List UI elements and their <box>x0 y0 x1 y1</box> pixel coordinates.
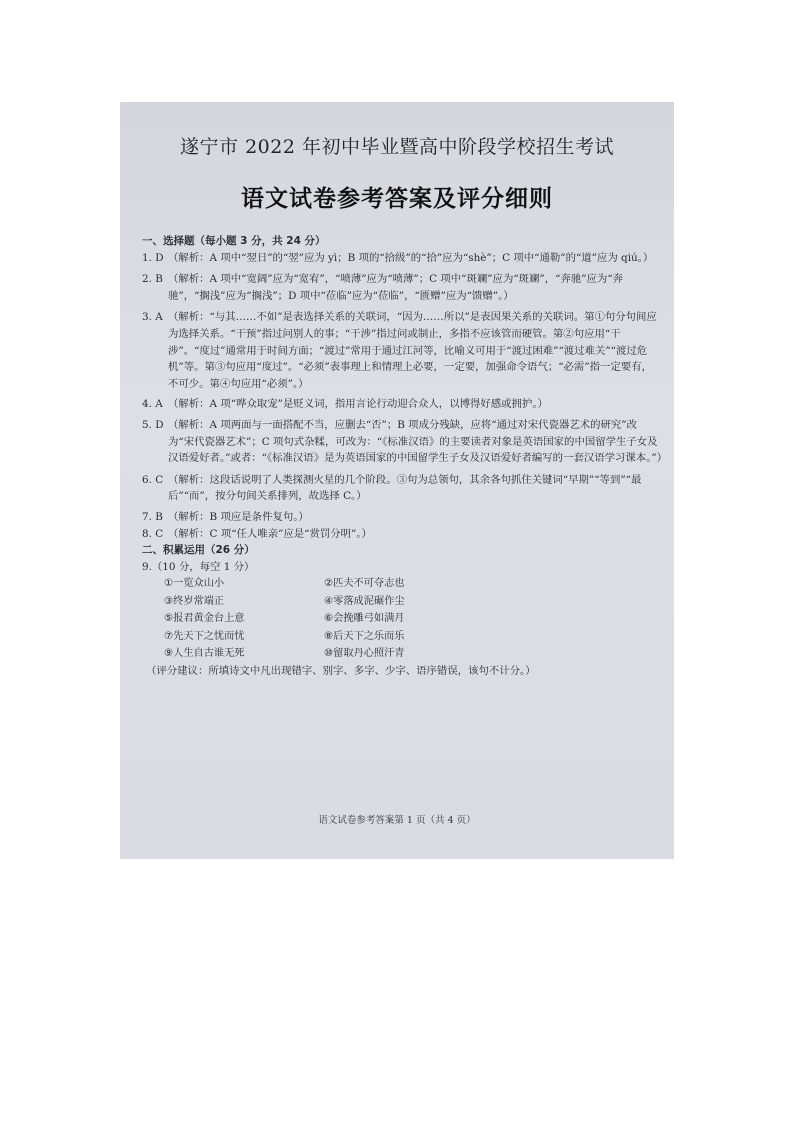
answer-number: 7. B <box>142 510 163 523</box>
recitation-answer: ①一览众山小 <box>164 578 225 590</box>
recitation-answer: ⑤报君黄金台上意 <box>164 613 245 625</box>
answer-item-6 <box>142 472 662 505</box>
answer-item-2 <box>142 271 662 304</box>
recitation-answers <box>142 575 662 663</box>
answer-item-3 <box>142 309 662 392</box>
answer-item-5 <box>142 417 668 467</box>
answer-explanation: （解析：A 项中“翌日”的“翌”应为 yì；B 项的“拾级”的“拾”应为“shè”；C 项中“通勒”的“道”应为 qiú。） <box>168 251 654 264</box>
scoring-note: （评分建议：所填诗文中凡出现错字、别字、多字、少字、语序错误，该句不计分。） <box>146 664 536 677</box>
recitation-answer: ③终岁常端正 <box>164 595 225 607</box>
recitation-answer: ④零落成泥碾作尘 <box>324 595 405 607</box>
section-heading-accumulation: 二、积累运用（26 分） <box>142 544 255 557</box>
recitation-answer: ⑧后天下之乐而乐 <box>324 630 405 642</box>
recitation-answer: ⑦先天下之忧而忧 <box>164 630 245 642</box>
section-heading-choice: 一、选择题（每小题 3 分，共 24 分） <box>142 235 326 247</box>
scanned-page-photo <box>120 102 674 859</box>
recitation-answer: ⑥会挽雕弓如满月 <box>324 613 405 625</box>
answer-body <box>142 233 668 679</box>
answer-number: 5. D <box>142 418 164 431</box>
answer-explanation: （解析：B 项应是条件复句。） <box>168 510 309 523</box>
answer-number: 8. C <box>142 527 164 540</box>
page-footer: 语文试卷参考答案第 1 页（共 4 页） <box>318 815 476 826</box>
recitation-answer: ②匹夫不可夺志也 <box>324 578 405 590</box>
answer-number: 6. C <box>142 473 164 486</box>
answer-number: 1. D <box>142 251 164 264</box>
answer-explanation: （解析：C 项“任人唯亲”应是“赏罚分明”。） <box>168 527 372 540</box>
answer-explanation: （解析：A 项中“宽阔”应为“宽宥”，“喷薄”应为“喷薄”；C 项中“斑斓”应为“斑斓”，“奔驰”应为“奔驰”，“搁浅”应为“搁浅”；D 项中“莅临”应为“莅临”，“匮赠”应为“馈赠”。） <box>168 273 624 302</box>
answer-item-8 <box>142 526 662 543</box>
exam-title: 遂宁市 2022 年初中毕业暨高中阶段学校招生考试 <box>180 136 614 158</box>
recitation-answer: ⑨人生自古谁无死 <box>164 648 245 660</box>
answer-explanation: （解析：A 项“哗众取宠”是贬义词，指用言论行动迎合众人，以博得好感或拥护。） <box>168 398 548 411</box>
answer-item-7 <box>142 509 662 526</box>
answer-explanation: （解析：“与其……不如”是表选择关系的关联词，“因为……所以”是表因果关系的关联词。第①句分句间应为选择关系。“干预”指过问别人的事；“干涉”指过问或制止，多指不应该管而硬管。第②句应用“干涉”。“度过”通常用于时间方面；“渡过”常用于通过江河等，比喻义可用于“渡过困难”“渡过难关”“渡过危机”等。第③句应用“度过”。“必须”表事理上和情理上必要，一定要，加强命令语气；“必需”指一定要有，不可少。第④句应用“必须”。） <box>168 311 657 390</box>
answer-number: 3. A <box>142 311 163 324</box>
recitation-answer: ⑩留取丹心照汗青 <box>324 648 405 660</box>
document-title: 语文试卷参考答案及评分细则 <box>241 185 553 212</box>
answer-explanation: （解析：这段话说明了人类探测火星的几个阶段。③句为总领句，其余各句抓住关键词“早期”“等到”“最后”“而”，按分句间关系排列，故选择 C。） <box>168 473 642 503</box>
answer-item-4 <box>142 396 662 413</box>
answer-item-9-heading: 9.（10 分，每空 1 分） <box>142 560 255 573</box>
answer-item-1 <box>142 250 662 267</box>
answer-number: 2. B <box>142 273 163 286</box>
answer-number: 4. A <box>142 398 163 411</box>
answer-explanation: （解析：A 项两面与一面搭配不当，应删去“否”；B 项成分残缺，应将“通过对宋代瓷器艺术的研究”改为“宋代瓷器艺术”；C 项句式杂糅，可改为：“《标准汉语》的主要读者对象是英语国家的中国留学生子女及汉语爱好者。”或者：“《标准汉语》是为英语国家的中国留学生子女及汉语爱好者编写的一套汉语学习课本。”） <box>168 418 668 465</box>
